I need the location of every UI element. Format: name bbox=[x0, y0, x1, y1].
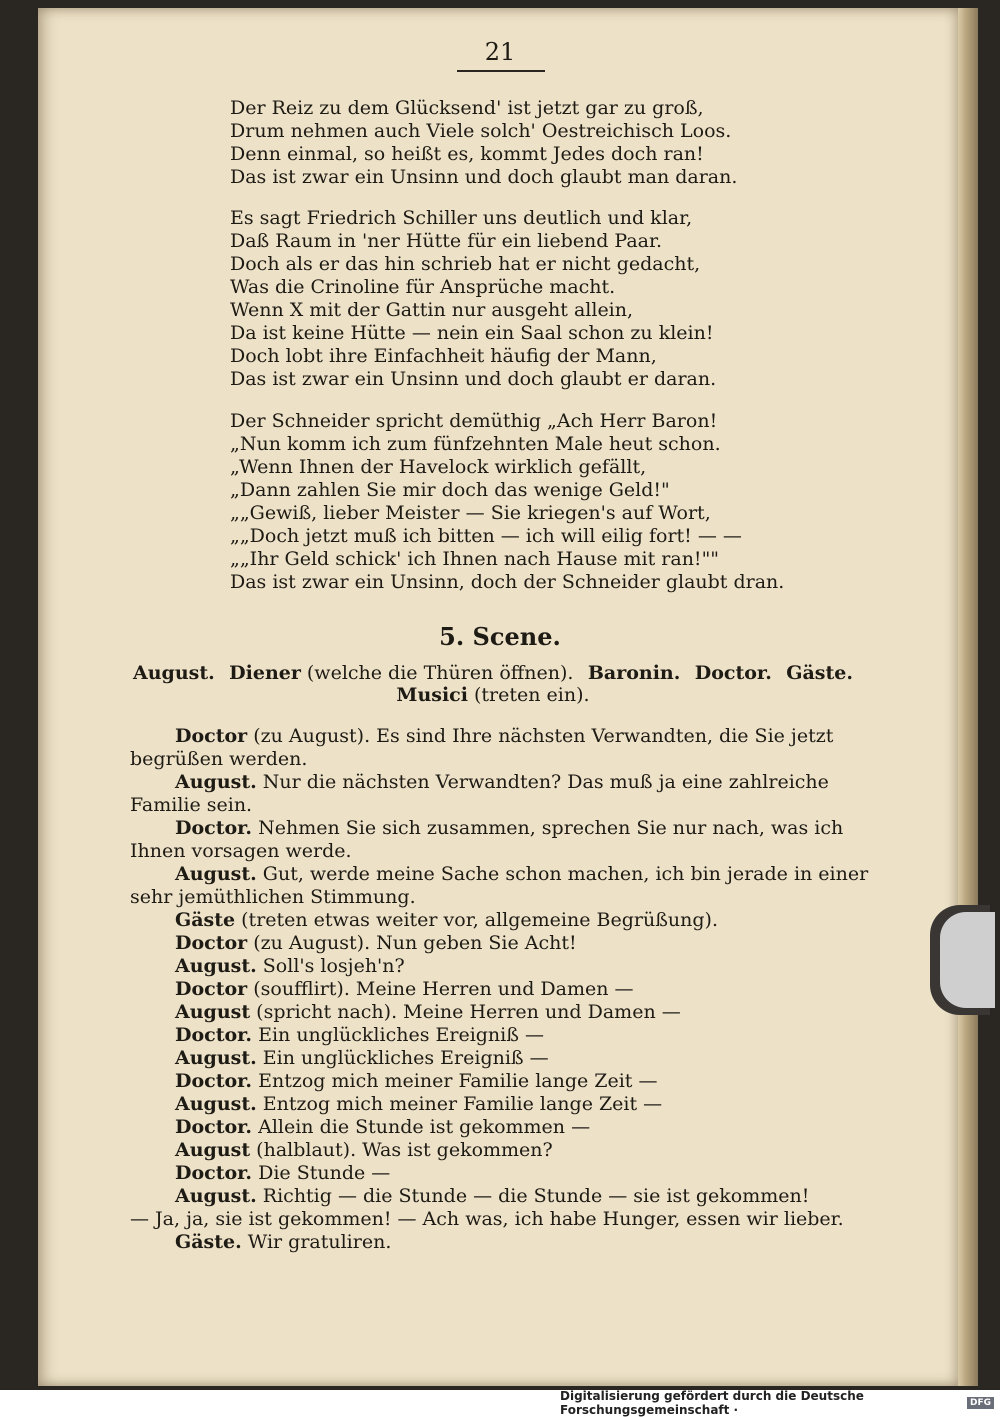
dialogue-line bbox=[130, 1231, 856, 1254]
speaker-name: August. bbox=[175, 771, 257, 793]
dialogue-text: Nur die nächsten Verwandten? Das muß ja eine zahlreiche bbox=[256, 771, 829, 793]
verse-line: Denn einmal, so heißt es, kommt Jedes doch ran! bbox=[230, 143, 704, 165]
dialogue-line bbox=[130, 1001, 856, 1024]
dialogue-line bbox=[130, 771, 856, 794]
speaker-name: August bbox=[175, 1001, 251, 1023]
dialogue-line bbox=[130, 932, 856, 955]
cast-entry bbox=[133, 662, 215, 684]
dialogue-line bbox=[130, 1185, 856, 1208]
verse-line: Da ist keine Hütte — nein ein Saal schon zu klein! bbox=[230, 322, 714, 344]
dialogue-text: Die Stunde — bbox=[252, 1162, 391, 1184]
verse-stanza-3 bbox=[230, 410, 784, 594]
dialogue-text: (zu August). Nun geben Sie Acht! bbox=[247, 932, 577, 954]
dialogue-line bbox=[130, 1139, 856, 1162]
dialogue-text: (treten etwas weiter vor, allgemeine Begrüßung). bbox=[235, 909, 718, 931]
speaker-name: Doctor bbox=[175, 725, 248, 747]
dialogue-text: (zu August). Es sind Ihre nächsten Verwandten, die Sie jetzt bbox=[247, 725, 834, 747]
verse-line: „Wenn Ihnen der Havelock wirklich gefällt, bbox=[230, 456, 647, 478]
verse-stanza-1 bbox=[230, 97, 737, 189]
speaker-name: Gäste bbox=[175, 909, 236, 931]
footer-credit: Digitalisierung gefördert durch die Deutsche Forschungsgemeinschaft · bbox=[560, 1388, 864, 1417]
dialogue-line bbox=[130, 1116, 856, 1139]
dialogue-line bbox=[130, 817, 856, 840]
dialogue-text: Ihnen vorsagen werde. bbox=[130, 840, 352, 862]
speaker-name: August. bbox=[175, 863, 257, 885]
speaker-name: Doctor bbox=[175, 978, 248, 1000]
cast-name: August. bbox=[133, 662, 215, 684]
speaker-name: August bbox=[175, 1139, 251, 1161]
speaker-name: August. bbox=[175, 1047, 257, 1069]
dialogue-text: Richtig — die Stunde — die Stunde — sie ist gekommen! bbox=[256, 1185, 810, 1207]
page-edge bbox=[958, 8, 978, 1386]
dialogue-text: sehr jemüthlichen Stimmung. bbox=[130, 886, 416, 908]
verse-line: Drum nehmen auch Viele solch' Oestreichisch Loos. bbox=[230, 120, 732, 142]
dialogue-text: Nehmen Sie sich zusammen, sprechen Sie nur nach, was ich bbox=[252, 817, 844, 839]
speaker-name: Doctor. bbox=[175, 1070, 253, 1092]
cast-entry bbox=[588, 662, 681, 684]
dialogue-line bbox=[130, 794, 856, 817]
cast-entry bbox=[229, 662, 573, 684]
dialogue-line bbox=[130, 955, 856, 978]
dialogue-text: Wir gratuliren. bbox=[241, 1231, 392, 1253]
verse-stanza-2 bbox=[230, 207, 716, 391]
dialogue-text: begrüßen werden. bbox=[130, 748, 308, 770]
header-rule bbox=[457, 70, 545, 72]
dialogue-line bbox=[130, 1024, 856, 1047]
cast-name: Baronin. bbox=[587, 662, 681, 684]
dialogue-line bbox=[130, 863, 869, 886]
dialogue-text: Ein unglückliches Ereigniß — bbox=[252, 1024, 544, 1046]
cast-list bbox=[133, 662, 853, 706]
footer bbox=[560, 1388, 1000, 1417]
verse-line: Das ist zwar ein Unsinn und doch glaubt man daran. bbox=[230, 166, 738, 188]
dialogue-text: Soll's losjeh'n? bbox=[256, 955, 405, 977]
cast-entry bbox=[786, 662, 853, 684]
verse-line: Daß Raum in 'ner Hütte für ein liebend Paar. bbox=[230, 230, 663, 252]
dialogue-line bbox=[130, 978, 856, 1001]
speaker-name: August. bbox=[175, 955, 257, 977]
dialogue-line bbox=[130, 909, 856, 932]
speaker-name: August. bbox=[175, 1185, 257, 1207]
dialogue-text: Entzog mich meiner Familie lange Zeit — bbox=[252, 1070, 658, 1092]
verse-line: Doch als er das hin schrieb hat er nicht gedacht, bbox=[230, 253, 701, 275]
verse-line: Es sagt Friedrich Schiller uns deutlich und klar, bbox=[230, 207, 693, 229]
verse-line: „„Doch jetzt muß ich bitten — ich will eilig fort! — — bbox=[230, 525, 742, 547]
dialogue-line bbox=[130, 840, 856, 863]
dfg-logo: DFG bbox=[967, 1397, 994, 1409]
verse-line: Das ist zwar ein Unsinn, doch der Schneider glaubt dran. bbox=[230, 571, 785, 593]
dialogue-text: Entzog mich meiner Familie lange Zeit — bbox=[256, 1093, 663, 1115]
verse-line: „„Ihr Geld schick' ich Ihnen nach Hause mit ran!"" bbox=[230, 548, 720, 570]
dialogue-text: Allein die Stunde ist gekommen — bbox=[252, 1116, 591, 1138]
verse-line: Der Reiz zu dem Glücksend' ist jetzt gar zu groß, bbox=[230, 97, 704, 119]
page-turn-tab-inner bbox=[940, 912, 995, 1008]
dialogue-line bbox=[130, 1047, 856, 1070]
cast-name: Gäste. bbox=[786, 662, 853, 684]
dialogue-line bbox=[130, 1208, 856, 1231]
dialogue-text: Ein unglückliches Ereigniß — bbox=[256, 1047, 549, 1069]
dialogue-text: (spricht nach). Meine Herren und Damen — bbox=[250, 1001, 681, 1023]
cast-name: Musici bbox=[396, 684, 468, 706]
speaker-name: Doctor. bbox=[175, 1024, 253, 1046]
scene-title: 5. Scene. bbox=[439, 622, 561, 651]
dialogue-text: Familie sein. bbox=[130, 794, 253, 816]
verse-line: Wenn X mit der Gattin nur ausgeht allein, bbox=[230, 299, 634, 321]
dialogue-text: — Ja, ja, sie ist gekommen! — Ach was, ich habe Hunger, essen wir lieber. bbox=[130, 1208, 844, 1230]
dialogue-line bbox=[130, 1162, 856, 1185]
dialogue-line bbox=[130, 725, 856, 748]
verse-line: „Dann zahlen Sie mir doch das wenige Geld!" bbox=[230, 479, 670, 501]
page-number: 21 bbox=[484, 38, 516, 66]
dialogue-text: (soufflirt). Meine Herren und Damen — bbox=[247, 978, 634, 1000]
dialogue-line bbox=[130, 748, 856, 771]
cast-name: Doctor. bbox=[694, 662, 772, 684]
cast-row bbox=[133, 684, 853, 706]
verse-line: Das ist zwar ein Unsinn und doch glaubt er daran. bbox=[230, 368, 717, 390]
dialogue-line bbox=[130, 886, 856, 909]
speaker-name: Doctor. bbox=[175, 1116, 253, 1138]
dialogue-block bbox=[130, 725, 869, 1254]
verse-line: Was die Crinoline für Ansprüche macht. bbox=[230, 276, 616, 298]
speaker-name: Doctor. bbox=[175, 817, 253, 839]
verse-line: Doch lobt ihre Einfachheit häufig der Mann, bbox=[230, 345, 657, 367]
dialogue-line bbox=[130, 1070, 856, 1093]
cast-name: Diener bbox=[229, 662, 301, 684]
verse-line: „Nun komm ich zum fünfzehnten Male heut schon. bbox=[230, 433, 721, 455]
speaker-name: August. bbox=[175, 1093, 257, 1115]
speaker-name: Doctor. bbox=[175, 1162, 253, 1184]
dialogue-line bbox=[130, 1093, 856, 1116]
cast-note: (welche die Thüren öffnen). bbox=[300, 662, 574, 684]
speaker-name: Doctor bbox=[175, 932, 248, 954]
cast-row bbox=[133, 662, 853, 684]
cast-entry bbox=[695, 662, 772, 684]
verse-line: Der Schneider spricht demüthig „Ach Herr Baron! bbox=[230, 410, 718, 432]
dialogue-text: Gut, werde meine Sache schon machen, ich bin jerade in einer bbox=[256, 863, 869, 885]
speaker-name: Gäste. bbox=[175, 1231, 242, 1253]
verse-line: „„Gewiß, lieber Meister — Sie kriegen's auf Wort, bbox=[230, 502, 711, 524]
cast-note: (treten ein). bbox=[467, 684, 590, 706]
dialogue-text: (halblaut). Was ist gekommen? bbox=[250, 1139, 553, 1161]
